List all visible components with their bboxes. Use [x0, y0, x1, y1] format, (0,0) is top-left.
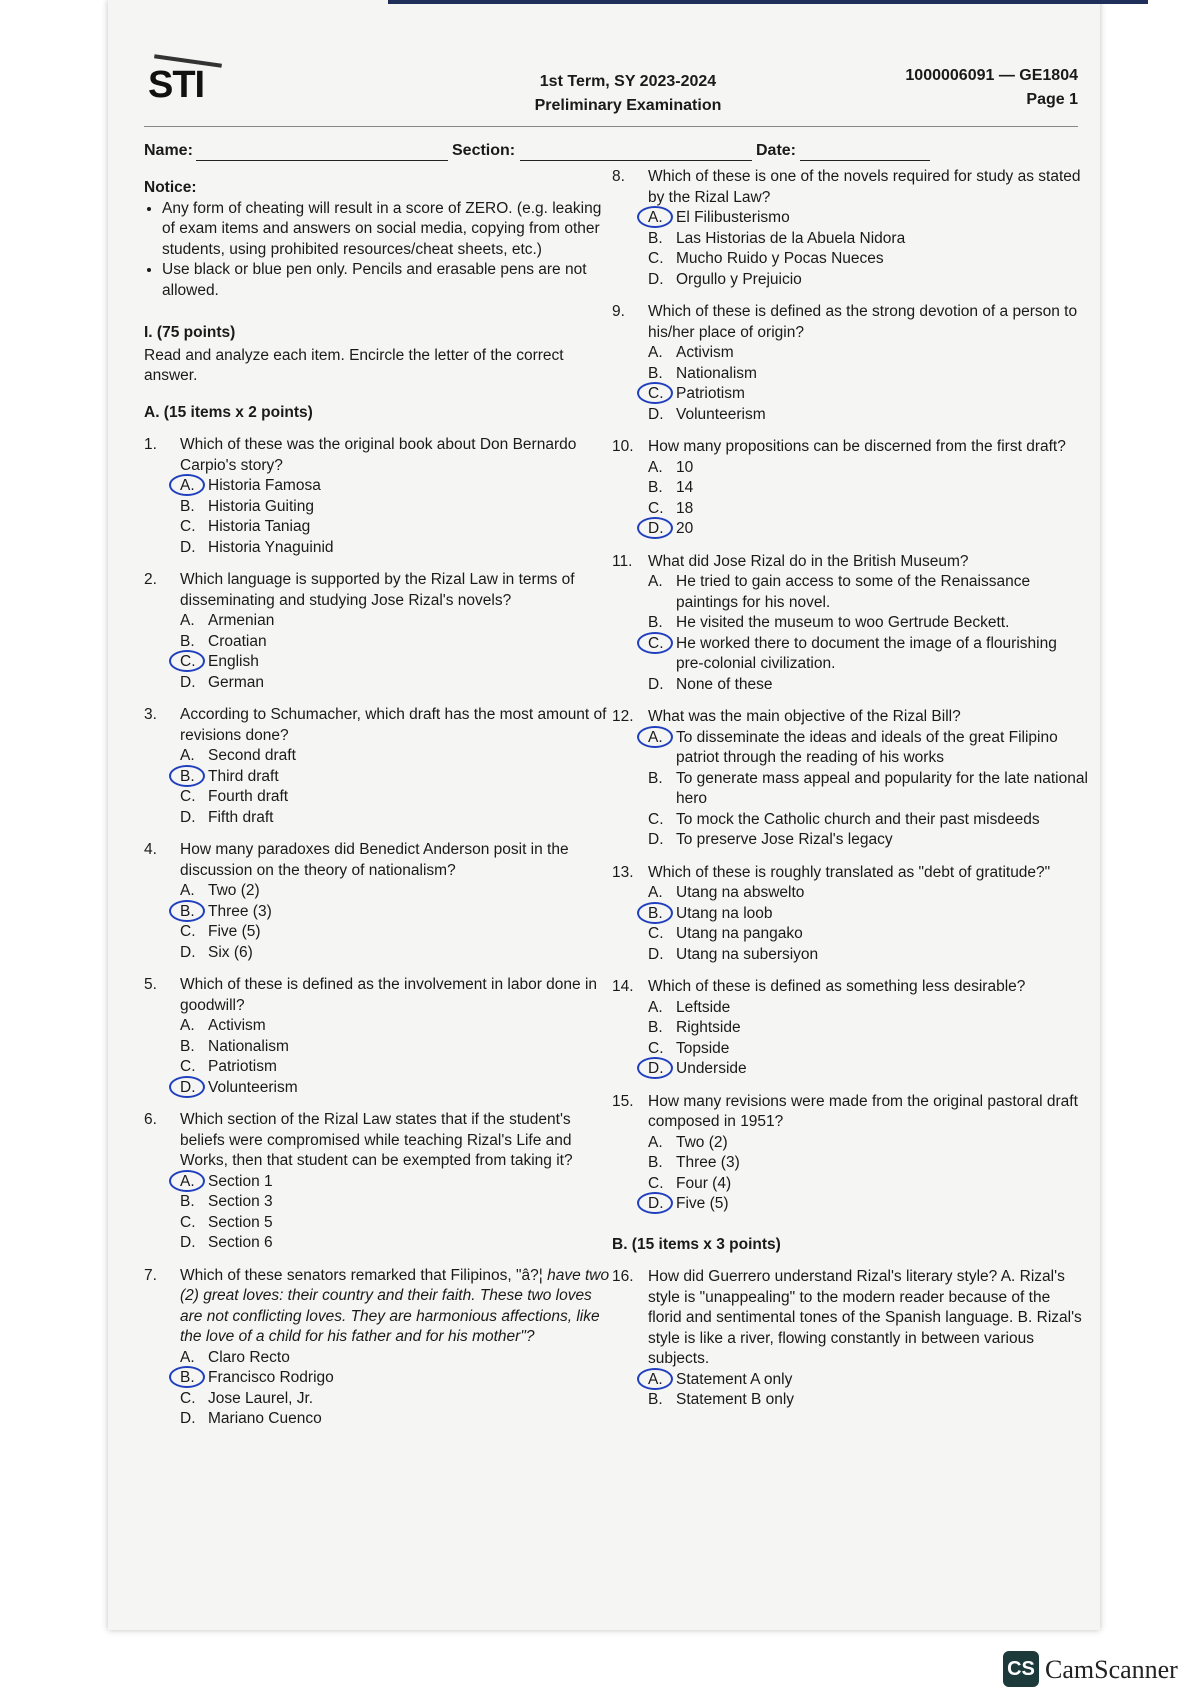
option-text: Two (2) [208, 882, 260, 899]
option-text: Historia Taniag [208, 518, 311, 535]
option-text: 18 [676, 499, 694, 517]
option-letter: C. [180, 1389, 196, 1407]
option-letter: C. [648, 810, 664, 828]
answer-circle-mark [637, 902, 673, 924]
camscanner-watermark: CamScanner [1045, 1655, 1178, 1684]
question-item [612, 1092, 1088, 1215]
answer-circle-mark [169, 900, 205, 922]
question-number: 6. [144, 1111, 157, 1128]
question-stem [648, 437, 1088, 458]
option-text: Orgullo y Prejuicio [676, 270, 802, 288]
option-text: Fifth draft [208, 808, 274, 826]
answer-option[interactable] [180, 673, 614, 694]
option-letter: D. [648, 520, 664, 537]
section-line[interactable] [520, 160, 752, 161]
option-letter: A. [648, 728, 663, 746]
option-letter: D. [180, 1078, 196, 1096]
answer-circle-mark [637, 632, 673, 654]
option-letter: C. [648, 1174, 664, 1192]
question-stem [180, 840, 614, 881]
notice-item: • Use black or blue pen only. Pencils and erasable pens are not allowed. [162, 260, 614, 301]
option-text: Las Historias de la Abuela Nidora [676, 229, 906, 247]
question-item [612, 1267, 1088, 1411]
option-text: Utang na pangako [676, 925, 803, 942]
option-letter: A. [648, 573, 663, 590]
option-text: He worked there to document the image of a flourishing pre-colonial civilization. [676, 634, 1057, 672]
answer-option[interactable] [180, 632, 614, 653]
option-letter: C. [180, 1213, 196, 1231]
option-letter: A. [648, 344, 663, 361]
answer-option[interactable] [648, 343, 1088, 364]
question-number: 5. [144, 976, 157, 993]
question-text: According to Schumacher, which draft has the most amount of revisions done? [180, 706, 607, 744]
question-text: Which of these was the original book about Don Bernardo Carpio's story? [180, 436, 577, 474]
question-item [612, 302, 1088, 425]
option-text: Volunteerism [208, 1078, 298, 1096]
option-letter: C. [180, 518, 196, 535]
option-text: Armenian [208, 612, 275, 629]
question-stem [180, 705, 614, 746]
question-number: 8. [612, 168, 625, 185]
question-text: Which of these is defined as something less desirable? [648, 978, 1026, 995]
term-label: 1st Term, SY 2023-2024 [539, 73, 717, 90]
option-letter: B. [180, 1193, 195, 1210]
question-item [144, 705, 614, 828]
questions-left [144, 435, 614, 1430]
answer-option[interactable] [180, 1172, 614, 1193]
option-letter: D. [648, 405, 664, 423]
question-number: 11. [612, 552, 633, 570]
option-letter: B. [648, 1154, 663, 1171]
option-letter: C. [648, 1039, 664, 1057]
option-letter: B. [180, 497, 195, 515]
question-stem [180, 435, 614, 476]
option-text: Utang na subersiyon [676, 945, 819, 963]
answer-circle-mark [169, 1076, 205, 1098]
answer-option[interactable] [648, 364, 1088, 385]
option-text: Fourth draft [208, 788, 289, 805]
option-letter: B. [648, 1391, 663, 1408]
right-column [612, 167, 1088, 1411]
exam-code-block [905, 64, 1078, 112]
answer-option[interactable] [648, 1018, 1088, 1039]
answer-option[interactable] [648, 1174, 1088, 1195]
answer-option[interactable] [180, 652, 614, 673]
option-text: Section 3 [208, 1193, 273, 1210]
answer-option[interactable] [180, 611, 614, 632]
option-letter: B. [180, 902, 195, 920]
option-letter: D. [180, 1234, 196, 1251]
option-text: He visited the museum to woo Gertrude Beckett. [676, 614, 1010, 631]
option-text: Francisco Rodrigo [208, 1369, 334, 1386]
notice-title: Notice: [144, 179, 197, 196]
option-text: Underside [676, 1060, 747, 1077]
question-item [612, 437, 1088, 540]
date-line[interactable] [800, 160, 930, 161]
option-letter: A. [648, 209, 663, 226]
option-letter: B. [648, 614, 663, 631]
option-letter: A. [648, 884, 663, 901]
option-text: Second draft [208, 747, 296, 764]
answer-option[interactable] [648, 1194, 1088, 1215]
answer-circle-mark [637, 1368, 673, 1390]
question-stem [648, 1092, 1088, 1133]
option-text: Historia Ynaguinid [208, 538, 334, 556]
option-letter: B. [180, 632, 195, 650]
option-text: Five (5) [676, 1195, 729, 1212]
notice-list [144, 199, 614, 302]
answer-circle-mark [637, 517, 673, 539]
answer-option[interactable] [180, 922, 614, 943]
answer-option[interactable] [648, 249, 1088, 270]
question-stem [180, 975, 614, 1016]
answer-option[interactable] [180, 538, 614, 559]
question-number: 2. [144, 571, 157, 588]
question-stem [648, 977, 1088, 998]
question-number: 12. [612, 708, 634, 725]
option-text: Mucho Ruido y Pocas Nueces [676, 250, 884, 267]
answer-option[interactable] [180, 1348, 614, 1369]
option-letter: D. [648, 831, 664, 848]
option-text: German [208, 673, 264, 691]
option-letter: A. [180, 477, 195, 494]
answer-circle-mark [169, 1170, 205, 1192]
option-text: Jose Laurel, Jr. [208, 1389, 314, 1407]
question-text: Which of these is defined as the involvement in labor done in goodwill? [180, 976, 598, 1014]
option-text: 20 [676, 520, 694, 537]
answer-option[interactable] [648, 1059, 1088, 1080]
question-stem [648, 863, 1088, 884]
camscanner-logo: CS [1003, 1651, 1039, 1687]
question-text: Which language is supported by the Rizal Law in terms of disseminating and studying Jose Rizal's novels? [180, 571, 575, 609]
option-letter: D. [648, 675, 664, 693]
option-letter: B. [180, 767, 195, 785]
option-text: Activism [676, 344, 734, 361]
option-text: Volunteerism [676, 405, 766, 423]
question-number: 16. [612, 1268, 634, 1285]
answer-circle-mark [637, 726, 673, 748]
question-text: Which of these is defined as the strong devotion of a person to his/her place of origin? [648, 303, 1078, 341]
option-text: Five (5) [208, 923, 261, 940]
question-item [612, 707, 1088, 851]
option-letter: B. [648, 229, 663, 247]
option-text: None of these [676, 675, 773, 693]
answer-option[interactable] [648, 675, 1088, 696]
answer-option[interactable] [180, 808, 614, 829]
option-letter: C. [648, 499, 664, 517]
answer-option[interactable] [648, 478, 1088, 499]
part-instructions: Read and analyze each item. Encircle the letter of the correct answer. [144, 346, 564, 384]
answer-circle-mark [169, 765, 205, 787]
option-letter: A. [648, 998, 663, 1016]
option-text: 10 [676, 458, 694, 476]
question-quote: have two (2) great loves: their country and their faith. These two loves are not conflicting loves. They are harmonious affections, like the love of a child for his father and for his mother"? [180, 1266, 610, 1345]
answer-option[interactable] [180, 1057, 614, 1078]
answer-option[interactable] [180, 1016, 614, 1037]
answer-option[interactable] [648, 1039, 1088, 1060]
answer-option[interactable] [648, 519, 1088, 540]
scan-edge [388, 0, 1148, 4]
answer-option[interactable] [648, 270, 1088, 291]
option-text: 14 [676, 479, 694, 496]
question-item [144, 435, 614, 558]
question-number: 15. [612, 1092, 634, 1110]
option-text: Four (4) [676, 1174, 732, 1192]
answer-option[interactable] [648, 405, 1088, 426]
question-stem [180, 1110, 614, 1172]
question-text: Which of these is one of the novels required for study as stated by the Rizal Law? [648, 168, 1081, 206]
option-letter: D. [180, 943, 196, 961]
question-number: 1. [144, 436, 157, 453]
option-text: Activism [208, 1017, 266, 1034]
option-text: To generate mass appeal and popularity for the late national hero [676, 769, 1088, 807]
name-label: Name: [144, 142, 193, 159]
option-letter: D. [648, 945, 664, 963]
answer-option[interactable] [648, 728, 1088, 769]
question-text: What was the main objective of the Rizal Bill? [648, 708, 961, 725]
questions-right [612, 167, 1088, 1215]
notice-item: • Any form of cheating will result in a score of ZERO. (e.g. leaking of exam items and answers on social media, copying from other students, using prohibited resources/cheat sheets, etc.) [162, 199, 614, 261]
answer-option[interactable] [180, 517, 614, 538]
option-text: To preserve Jose Rizal's legacy [676, 831, 893, 848]
answer-option[interactable] [180, 1409, 614, 1430]
section-b-title: B. (15 items x 3 points) [612, 1235, 781, 1253]
option-text: Historia Famosa [208, 477, 321, 494]
exam-paper [108, 0, 1100, 1630]
answer-option[interactable] [180, 767, 614, 788]
answer-option[interactable] [648, 998, 1088, 1019]
option-letter: B. [648, 364, 663, 382]
option-text: Utang na loob [676, 904, 773, 922]
question-number: 14. [612, 978, 634, 995]
option-letter: A. [180, 612, 195, 629]
option-letter: D. [180, 538, 196, 556]
question-text: How many paradoxes did Benedict Anderson posit in the discussion on the theory of nationalism? [180, 841, 569, 879]
option-letter: A. [648, 1133, 663, 1151]
option-text: Leftside [676, 998, 731, 1016]
answer-circle-mark [637, 206, 673, 228]
option-letter: A. [180, 1348, 195, 1366]
option-letter: A. [648, 1370, 663, 1388]
question-text: Which of these senators remarked that Filipinos, "â?¦ [180, 1266, 543, 1284]
name-line[interactable] [196, 160, 448, 161]
answer-option[interactable] [648, 384, 1088, 405]
option-letter: B. [180, 1369, 195, 1386]
option-letter: D. [180, 673, 196, 691]
answer-option[interactable] [648, 904, 1088, 925]
question-item [612, 167, 1088, 290]
option-text: Patriotism [208, 1058, 277, 1075]
question-stem [648, 167, 1088, 208]
option-letter: D. [648, 270, 664, 288]
answer-option[interactable] [648, 830, 1088, 851]
question-stem [648, 707, 1088, 728]
answer-option[interactable] [648, 769, 1088, 810]
question-number: 13. [612, 863, 634, 881]
option-text: Historia Guiting [208, 497, 314, 515]
answer-option[interactable] [648, 883, 1088, 904]
option-text: To mock the Catholic church and their past misdeeds [676, 810, 1040, 828]
question-number: 3. [144, 706, 157, 723]
option-letter: C. [180, 923, 196, 940]
question-text: What did Jose Rizal do in the British Museum? [648, 552, 969, 570]
option-letter: C. [180, 653, 196, 670]
page-number: Page 1 [1026, 91, 1078, 108]
answer-option[interactable] [648, 810, 1088, 831]
option-letter: A. [648, 458, 663, 476]
answer-option[interactable] [648, 634, 1088, 675]
question-item [612, 863, 1088, 966]
option-letter: B. [648, 769, 663, 787]
exam-heading [498, 70, 758, 118]
option-letter: C. [180, 1058, 196, 1075]
question-item [612, 977, 1088, 1080]
option-letter: B. [648, 904, 663, 922]
option-text: Section 1 [208, 1172, 273, 1190]
section-a-title: A. (15 items x 2 points) [144, 403, 313, 421]
option-text: Mariano Cuenco [208, 1410, 322, 1427]
question-item [144, 1110, 614, 1254]
option-letter: D. [180, 1410, 196, 1427]
answer-option[interactable] [648, 229, 1088, 250]
option-text: Two (2) [676, 1133, 728, 1151]
option-letter: D. [648, 1195, 664, 1212]
option-text: He tried to gain access to some of the Renaissance paintings for his novel. [676, 573, 1031, 611]
question-number: 4. [144, 841, 157, 858]
question-text: How many propositions can be discerned from the first draft? [648, 438, 1066, 455]
exam-code: 1000006091 — GE1804 [905, 67, 1078, 84]
option-letter: B. [648, 1019, 663, 1036]
question-text: Which section of the Rizal Law states that if the student's beliefs were compromised while teaching Rizal's Life and Works, then that student can be exempted from taking it? [180, 1111, 573, 1169]
answer-option[interactable] [180, 746, 614, 767]
answer-option[interactable] [180, 881, 614, 902]
option-text: El Filibusterismo [676, 209, 790, 226]
date-label: Date: [756, 142, 797, 159]
answer-circle-mark [637, 1192, 673, 1214]
option-letter: C. [648, 385, 664, 402]
option-text: Utang na abswelto [676, 884, 805, 901]
answer-option[interactable] [180, 497, 614, 518]
student-info-bar [144, 142, 1078, 164]
answer-option[interactable] [648, 1133, 1088, 1154]
option-letter: D. [648, 1060, 664, 1077]
option-text: Section 5 [208, 1213, 273, 1231]
answer-option[interactable] [648, 945, 1088, 966]
option-text: Statement A only [676, 1370, 793, 1388]
answer-option[interactable] [648, 458, 1088, 479]
answer-option[interactable] [180, 1192, 614, 1213]
option-text: Statement B only [676, 1391, 795, 1408]
answer-option[interactable] [648, 1390, 1088, 1411]
question-item [144, 570, 614, 693]
option-text: Three (3) [676, 1154, 740, 1171]
answer-option[interactable] [648, 613, 1088, 634]
answer-circle-mark [169, 1366, 205, 1388]
answer-option[interactable] [648, 924, 1088, 945]
option-letter: C. [648, 250, 664, 267]
answer-option[interactable] [648, 572, 1088, 613]
option-text: Nationalism [676, 364, 757, 382]
option-text: Patriotism [676, 385, 745, 402]
option-letter: A. [180, 882, 195, 899]
option-letter: C. [648, 634, 664, 652]
question-item [144, 840, 614, 963]
left-column [144, 178, 614, 1430]
option-text: Nationalism [208, 1037, 289, 1055]
question-text: Which of these is roughly translated as "debt of gratitude?" [648, 863, 1051, 881]
option-letter: A. [180, 747, 195, 764]
answer-option[interactable] [180, 1389, 614, 1410]
part-title: I. (75 points) [144, 324, 236, 341]
question-number: 7. [144, 1266, 157, 1284]
answer-circle-mark [169, 474, 205, 496]
option-letter: C. [648, 925, 664, 942]
option-letter: D. [180, 808, 196, 826]
answer-option[interactable] [180, 902, 614, 923]
option-text: Three (3) [208, 902, 272, 920]
answer-option[interactable] [180, 1213, 614, 1234]
question-item [144, 975, 614, 1098]
question-16 [612, 1267, 1088, 1411]
option-text: Claro Recto [208, 1348, 290, 1366]
option-text: Six (6) [208, 943, 253, 961]
option-text: Rightside [676, 1019, 741, 1036]
option-text: Third draft [208, 767, 279, 785]
question-stem [648, 302, 1088, 343]
question-item [144, 1266, 614, 1430]
answer-option[interactable] [648, 208, 1088, 229]
exam-title: Preliminary Examination [534, 97, 722, 114]
option-letter: A. [180, 1017, 195, 1034]
option-text: Topside [676, 1039, 730, 1057]
answer-option[interactable] [180, 476, 614, 497]
question-stem [180, 570, 614, 611]
answer-option[interactable] [648, 1370, 1088, 1391]
answer-option[interactable] [180, 1368, 614, 1389]
answer-circle-mark [637, 382, 673, 404]
answer-option[interactable] [180, 1037, 614, 1058]
answer-option[interactable] [180, 1233, 614, 1254]
option-letter: B. [180, 1037, 195, 1055]
option-letter: A. [180, 1172, 195, 1190]
question-stem [648, 1267, 1088, 1370]
question-stem [648, 552, 1088, 573]
sti-logo: STI [148, 55, 226, 115]
question-number: 10. [612, 438, 634, 455]
answer-option[interactable] [180, 1078, 614, 1099]
question-stem [180, 1266, 614, 1348]
answer-option[interactable] [648, 499, 1088, 520]
option-letter: C. [180, 788, 196, 805]
option-text: To disseminate the ideas and ideals of the great Filipino patriot through the reading of his works [676, 728, 1058, 766]
question-number: 9. [612, 303, 625, 320]
answer-option[interactable] [648, 1153, 1088, 1174]
section-label: Section: [452, 142, 516, 159]
option-letter: B. [648, 479, 663, 496]
question-item [612, 552, 1088, 696]
question-text: How many revisions were made from the original pastoral draft composed in 1951? [648, 1092, 1078, 1130]
question-text: How did Guerrero understand Rizal's literary style? A. Rizal's style is "unappealing" to the modern reader because of the florid and sentimental tones of the Spanish language. B. Rizal's style is like a river, flowing constantly in between various subjects. [648, 1268, 1082, 1367]
option-text: English [208, 653, 259, 670]
option-text: Section 6 [208, 1234, 273, 1251]
answer-option[interactable] [180, 787, 614, 808]
answer-circle-mark [637, 1057, 673, 1079]
answer-option[interactable] [180, 943, 614, 964]
answer-circle-mark [169, 650, 205, 672]
option-text: Croatian [208, 632, 267, 650]
header-divider [144, 126, 1078, 127]
